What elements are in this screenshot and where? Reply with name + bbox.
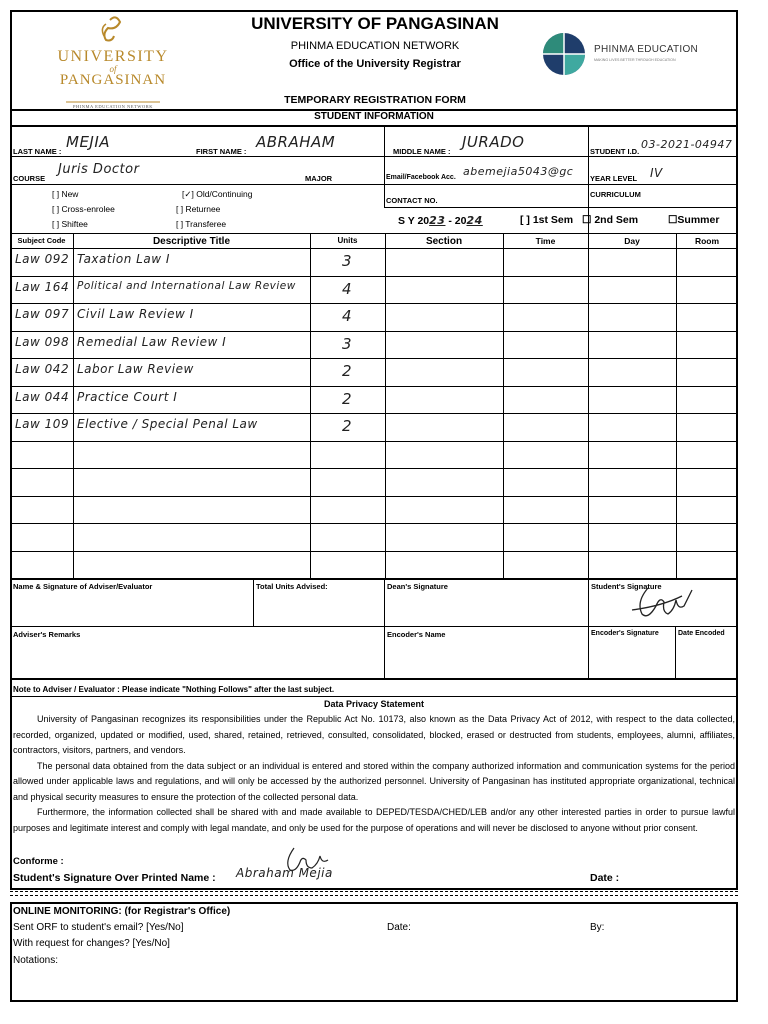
phinma-tagline: MAKING LIVES BETTER THROUGH EDUCATION (594, 58, 676, 62)
notations-label: Notations: (13, 955, 59, 966)
sem-1st[interactable]: [ ] 1st Sem (520, 214, 574, 226)
last-name-label: LAST NAME : (13, 147, 62, 156)
last-name-value: MEJIA (66, 133, 111, 151)
row-units: 4 (341, 307, 353, 325)
row-code: Law 109 (15, 417, 70, 431)
student-id-label: STUDENT I.D. (590, 147, 640, 156)
row-code: Law 098 (15, 334, 70, 349)
dean-signature-label: Dean's Signature (387, 582, 448, 591)
row-title: Remedial Law Review I (77, 334, 227, 349)
row-title: Practice Court I (77, 389, 178, 404)
row-units: 4 (341, 279, 353, 298)
year-level-value: IV (650, 166, 663, 180)
row-code: Law 092 (15, 252, 70, 266)
privacy-paragraph-1: University of Pangasinan recognizes its responsibilities under the Republic Act No. 10173, also known as the Data Privacy Act of 2012, with respect to the data collected, recorded, organized, updated or modified, used, shared, retained, retrieved, consulted, consolidated, blocked, erased or destructed from students, employees, alumni, affiliates, contractors, visitors, partners, and vendors. (13, 714, 735, 755)
encoder-signature-label: Encoder's Signature (591, 630, 659, 637)
conforme-date-label: Date : (590, 872, 620, 884)
nothing-follows-note: Note to Adviser / Evaluator : Please indicate "Nothing Follows" after the last subject. (13, 685, 335, 694)
sem-summer[interactable]: ☐Summer (668, 214, 720, 226)
row-units: 2 (341, 417, 353, 435)
sy-dash: - 20 (448, 215, 467, 227)
cut-line (10, 891, 738, 892)
header-time: Time (535, 236, 556, 246)
type-old[interactable]: [✓] Old/Continuing (182, 189, 253, 199)
logo-of: of (109, 64, 117, 74)
sy-start: 23 (429, 214, 446, 227)
form-title: TEMPORARY REGISTRATION FORM (284, 94, 466, 106)
course-value: Juris Doctor (58, 162, 140, 177)
monitoring-box (10, 902, 738, 1002)
type-shiftee[interactable]: [ ] Shiftee (52, 219, 88, 229)
phinma-name: PHINMA EDUCATION (594, 44, 699, 55)
sem-2nd[interactable]: ☐ 2nd Sem (582, 214, 639, 226)
row-units: 2 (341, 362, 353, 380)
sy-prefix: S Y 20 (398, 215, 430, 227)
row-code: Law 044 (15, 389, 70, 404)
row-title: Taxation Law I (77, 252, 170, 266)
privacy-title: Data Privacy Statement (323, 699, 425, 709)
total-units-label: Total Units Advised: (256, 582, 328, 591)
first-name-value: ABRAHAM (256, 133, 336, 151)
header-section: Section (425, 236, 463, 247)
header-descriptive-title: Descriptive Title (152, 236, 231, 247)
monitoring-date-label: Date: (387, 922, 411, 933)
row-title: Civil Law Review I (77, 307, 194, 321)
registrar-office: Office of the University Registrar (289, 58, 461, 70)
row-title: Political and International Law Review (77, 279, 296, 292)
sy-end: 24 (466, 214, 483, 227)
student-signature-label: Student's Signature (591, 582, 662, 591)
email-value: abemejia5043@gc (463, 165, 574, 178)
date-encoded-label: Date Encoded (678, 630, 725, 637)
course-label: COURSE (13, 174, 46, 183)
type-returnee[interactable]: [ ] Returnee (176, 204, 221, 214)
middle-name-value: JURADO (462, 133, 525, 151)
first-name-label: FIRST NAME : (196, 147, 247, 156)
privacy-paragraph-3: Furthermore, the information collected shall be shared with and made available to DEPED/TESDA/CHED/LEB and/or any other interested parties in order to pursue lawful purposes and legitimate interest and comply with legal mandate, and only be used for the purpose of operations and will never be disclosed to anyone without prior consent. (13, 807, 735, 833)
year-level-label: YEAR LEVEL (590, 174, 638, 183)
student-signature-scribble (628, 580, 698, 622)
header-units: Units (337, 236, 358, 245)
monitoring-title: ONLINE MONITORING: (for Registrar's Office) (13, 906, 231, 917)
major-label: MAJOR (305, 174, 333, 183)
email-label: Email/Facebook Acc. (386, 174, 456, 181)
request-changes-line: With request for changes? [Yes/No] (13, 938, 170, 949)
type-new[interactable]: [ ] New (52, 189, 79, 199)
header-day: Day (624, 236, 640, 246)
row-title: Elective / Special Penal Law (77, 417, 258, 431)
monitoring-by-label: By: (590, 922, 605, 933)
curriculum-label: CURRICULUM (590, 190, 641, 199)
row-units: 2 (341, 389, 353, 408)
type-cross-enrolee[interactable]: [ ] Cross-enrolee (52, 204, 115, 214)
printed-name: Abraham Mejia (236, 866, 333, 880)
header-room: Room (694, 236, 720, 246)
signature-over-name-label: Student's Signature Over Printed Name : (13, 872, 216, 884)
contact-label: CONTACT NO. (386, 196, 438, 205)
student-info-title: STUDENT INFORMATION (314, 111, 434, 122)
conforme-signature-scribble (280, 844, 340, 878)
student-id-value: 03-2021-04947 (641, 138, 733, 151)
privacy-paragraph-2: The personal data obtained from the data subject or an individual is entered and stored within the company authorized information and communication systems for the period allowed under applicable laws and regulations, and will only be accessed by the authorized personnel. University of Pangasinan has instituted appropriate organizational, technical and physical security measures to ensure the protection of the collected personal data. (13, 760, 735, 802)
logo-line1: UNIVERSITY (57, 48, 169, 65)
encoder-name-label: Encoder's Name (387, 630, 446, 639)
type-transferee[interactable]: [ ] Transferee (176, 219, 227, 229)
header-subject-code: Subject Code (17, 236, 66, 245)
privacy-statement (13, 712, 735, 836)
globe-icon (540, 30, 590, 80)
middle-name-label: MIDDLE NAME : (393, 147, 451, 156)
school-year (398, 214, 483, 227)
logo-line2: PANGASINAN (59, 72, 167, 88)
adviser-label: Name & Signature of Adviser/Evaluator (13, 582, 153, 591)
logo-sub: PHINMA EDUCATION NETWORK (73, 104, 153, 109)
university-name: UNIVERSITY OF PANGASINAN (251, 14, 499, 33)
conforme-label: Conforme : (13, 856, 64, 867)
phinma-logo (540, 30, 710, 80)
university-logo (52, 14, 174, 110)
row-units: 3 (341, 334, 353, 353)
row-code: Law 042 (15, 362, 70, 376)
adviser-remarks-label: Adviser's Remarks (13, 630, 81, 639)
network-name: PHINMA EDUCATION NETWORK (290, 40, 460, 52)
sent-orf-line: Sent ORF to student's email? [Yes/No] (13, 922, 184, 933)
row-code: Law 164 (15, 279, 70, 294)
row-code: Law 097 (15, 307, 70, 321)
row-title: Labor Law Review (77, 362, 194, 376)
row-units: 3 (341, 252, 353, 270)
